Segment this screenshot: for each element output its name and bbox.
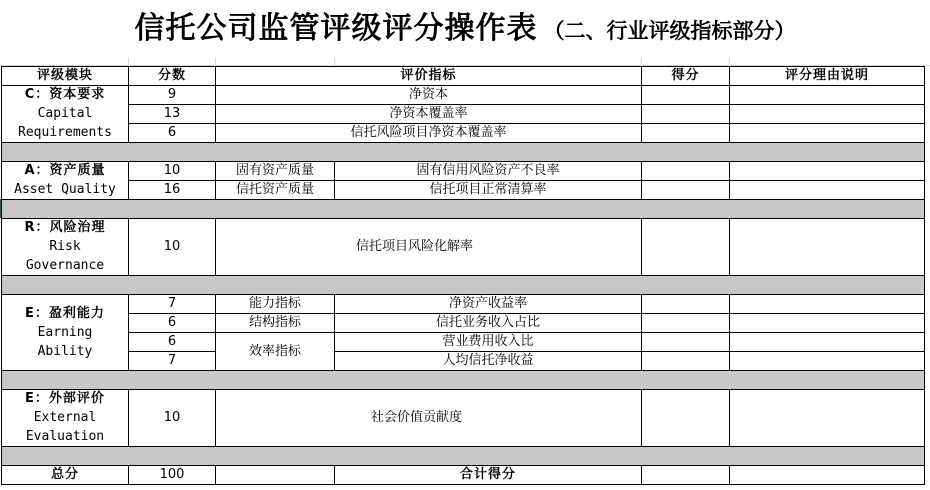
got-cell[interactable] — [642, 314, 730, 333]
separator-row — [2, 276, 925, 295]
category-cell[interactable]: 结构指标 — [216, 314, 335, 333]
module-en: Earning — [37, 324, 93, 340]
page-subtitle: （二、行业评级指标部分） — [543, 18, 796, 43]
got-cell[interactable] — [642, 352, 730, 371]
total-score[interactable]: 100 — [129, 466, 216, 485]
module-en: Risk — [49, 239, 81, 254]
reason-cell[interactable] — [730, 124, 925, 143]
got-cell[interactable] — [642, 295, 730, 314]
page-title: 信托公司监管评级评分操作表 — [134, 11, 538, 46]
table-row — [2, 105, 925, 124]
got-cell[interactable] — [642, 219, 730, 276]
got-cell[interactable] — [642, 181, 730, 200]
table-row — [2, 390, 925, 447]
module-name: A：资产质量 — [24, 163, 106, 178]
reason-cell[interactable] — [730, 333, 925, 352]
reason-cell[interactable] — [730, 162, 925, 181]
module-en: Capital — [37, 106, 93, 121]
module-name: C：资本要求 — [24, 87, 106, 102]
module-en: Requirements — [18, 125, 112, 140]
rating-table — [1, 66, 925, 485]
table-row — [2, 86, 925, 105]
module-name: R：风险治理 — [24, 220, 106, 235]
separator-row — [2, 371, 925, 390]
score-cell[interactable]: 6 — [129, 314, 216, 333]
category-cell[interactable]: 固有资产质量 — [216, 162, 335, 181]
got-cell[interactable] — [642, 333, 730, 352]
category-cell[interactable]: 能力指标 — [216, 295, 335, 314]
got-cell[interactable] — [642, 105, 730, 124]
separator-cell[interactable] — [2, 371, 925, 390]
module-en: Ability — [37, 343, 93, 359]
table-row — [2, 333, 925, 352]
indicator-cell[interactable]: 净资本覆盖率 — [216, 105, 642, 124]
table-row — [2, 162, 925, 181]
indicator-cell[interactable]: 净资产收益率 — [335, 295, 642, 314]
indicator-cell[interactable]: 信托项目正常清算率 — [335, 181, 642, 200]
score-cell[interactable]: 7 — [129, 352, 216, 371]
reason-cell[interactable] — [730, 352, 925, 371]
score-cell[interactable]: 10 — [129, 162, 216, 181]
table-row — [2, 124, 925, 143]
total-label: 总分 — [2, 466, 129, 485]
indicator-cell[interactable]: 信托业务收入占比 — [335, 314, 642, 333]
category-cell[interactable]: 信托资产质量 — [216, 181, 335, 200]
separator-cell[interactable] — [2, 200, 925, 219]
indicator-cell[interactable]: 固有信用风险资产不良率 — [335, 162, 642, 181]
module-name: E：盈利能力 — [25, 305, 105, 321]
title-row — [0, 0, 930, 58]
got-cell[interactable] — [642, 390, 730, 447]
score-cell[interactable]: 6 — [129, 124, 216, 143]
header-score: 分数 — [129, 67, 216, 86]
header-reason: 评分理由说明 — [730, 67, 925, 86]
reason-cell[interactable] — [730, 466, 925, 485]
got-cell[interactable] — [642, 124, 730, 143]
indicator-cell[interactable]: 净资本 — [216, 86, 642, 105]
module-en: Governance — [25, 258, 105, 273]
indicator-cell[interactable]: 信托项目风险化解率 — [216, 219, 642, 276]
score-cell[interactable]: 9 — [129, 86, 216, 105]
sheet-gridlines — [0, 58, 930, 66]
reason-cell[interactable] — [730, 390, 925, 447]
reason-cell[interactable] — [730, 86, 925, 105]
got-cell[interactable] — [642, 162, 730, 181]
got-cell[interactable] — [642, 86, 730, 105]
score-cell[interactable]: 7 — [129, 295, 216, 314]
module-cell-a[interactable] — [2, 162, 129, 200]
score-cell[interactable]: 10 — [129, 219, 216, 276]
header-got: 得分 — [642, 67, 730, 86]
module-cell-r[interactable] — [2, 219, 129, 276]
total-blank[interactable] — [216, 466, 335, 485]
table-row — [2, 219, 925, 276]
header-indicator: 评价指标 — [216, 67, 642, 86]
separator-cell[interactable] — [2, 143, 925, 162]
got-cell[interactable] — [642, 466, 730, 485]
separator-cell[interactable] — [2, 276, 925, 295]
total-row — [2, 466, 925, 485]
module-en: Asset Quality — [14, 182, 116, 197]
separator-row — [2, 200, 925, 219]
table-row — [2, 314, 925, 333]
reason-cell[interactable] — [730, 105, 925, 124]
reason-cell[interactable] — [730, 181, 925, 200]
score-cell[interactable]: 6 — [129, 333, 216, 352]
score-cell[interactable]: 13 — [129, 105, 216, 124]
category-cell[interactable]: 效率指标 — [216, 333, 335, 371]
header-module: 评级模块 — [2, 67, 129, 86]
indicator-cell[interactable]: 人均信托净收益 — [335, 352, 642, 371]
module-cell-c[interactable] — [2, 86, 129, 143]
separator-row — [2, 143, 925, 162]
module-cell-e2[interactable] — [2, 390, 129, 447]
module-en: External — [33, 410, 97, 425]
reason-cell[interactable] — [730, 295, 925, 314]
separator-cell[interactable] — [2, 447, 925, 466]
total-sum-label: 合计得分 — [335, 466, 642, 485]
module-name: E：外部评价 — [25, 391, 105, 406]
header-row — [2, 67, 925, 86]
module-en: Evaluation — [25, 429, 105, 444]
indicator-cell[interactable]: 社会价值贡献度 — [216, 390, 642, 447]
table-row — [2, 295, 925, 314]
table-row — [2, 352, 925, 371]
separator-row — [2, 447, 925, 466]
reason-cell[interactable] — [730, 219, 925, 276]
table-row — [2, 181, 925, 200]
module-cell-e1[interactable] — [2, 295, 129, 371]
indicator-cell[interactable]: 营业费用收入比 — [335, 333, 642, 352]
reason-cell[interactable] — [730, 314, 925, 333]
score-cell[interactable]: 10 — [129, 390, 216, 447]
score-cell[interactable]: 16 — [129, 181, 216, 200]
indicator-cell[interactable]: 信托风险项目净资本覆盖率 — [216, 124, 642, 143]
